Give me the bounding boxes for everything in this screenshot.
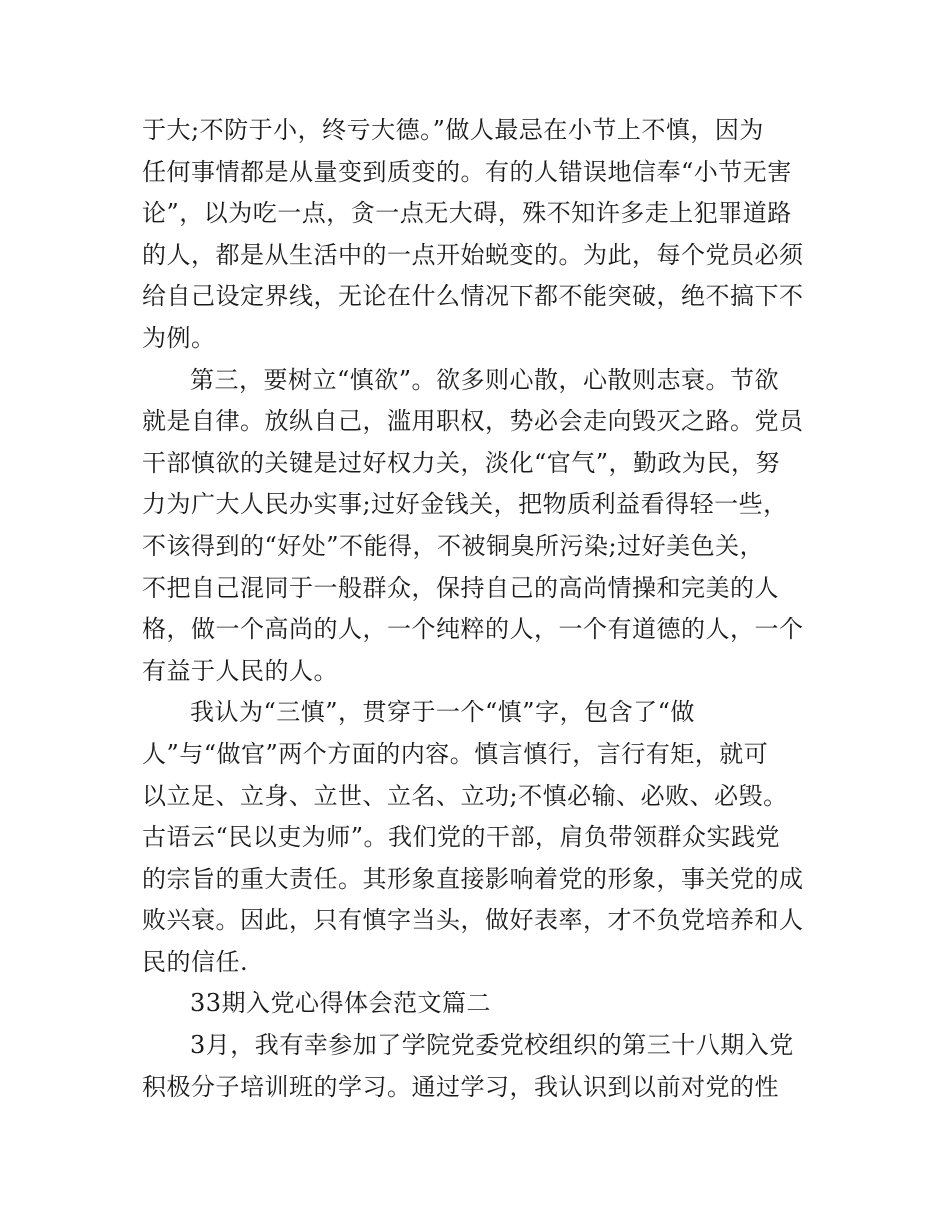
text-line: 民的信任.	[142, 947, 249, 976]
text-line: 的人，都是从生活中的一点开始蜕变的。为此，每个党员必须	[142, 240, 804, 269]
text-line: 33期入党心得体会范文篇二	[190, 989, 492, 1018]
text-line: 人”与“做官”两个方面的内容。慎言慎行，言行有矩，就可	[142, 739, 769, 768]
text-line: 任何事情都是从量变到质变的。有的人错误地信奉“小节无害	[142, 157, 792, 186]
text-line: 格，做一个高尚的人，一个纯粹的人，一个有道德的人，一个	[142, 615, 804, 644]
text-line: 第三，要树立“慎欲”。欲多则心散，心散则志衰。节欲	[190, 365, 780, 394]
text-line: 不该得到的“好处”不能得，不被铜臭所污染;过好美色关，	[142, 531, 765, 560]
text-line: 力为广大人民办实事;过好金钱关，把物质利益看得轻一些，	[142, 490, 788, 519]
text-line: 败兴衰。因此，只有慎字当头，做好表率，才不负党培养和人	[142, 906, 804, 935]
text-line: 干部慎欲的关键是过好权力关，淡化“官气”，勤政为民，努	[142, 448, 781, 477]
text-line: 就是自律。放纵自己，滥用职权，势必会走向毁灭之路。党员	[142, 407, 804, 436]
text-line: 积极分子培训班的学习。通过学习，我认识到以前对党的性	[142, 1072, 779, 1101]
text-line: 不把自己混同于一般群众，保持自己的高尚情操和完美的人	[142, 573, 779, 602]
text-line: 3月，我有幸参加了学院党委党校组织的第三十八期入党	[190, 1031, 794, 1060]
text-line: 论”，以为吃一点，贪一点无大碍，殊不知许多走上犯罪道路	[142, 199, 792, 228]
text-line: 古语云“民以吏为师”。我们党的干部，肩负带领群众实践党	[142, 823, 781, 852]
text-line: 给自己设定界线，无论在什么情况下都不能突破，绝不搞下不	[142, 282, 804, 311]
text-line: 有益于人民的人。	[142, 656, 338, 685]
text-line: 于大;不防于小，终亏大德。”做人最忌在小节上不慎，因为	[142, 116, 764, 144]
document-body	[142, 110, 822, 1108]
text-line: 我认为“三慎”，贯穿于一个“慎”字，包含了“做	[190, 698, 695, 727]
text-line: 以立足、立身、立世、立名、立功;不慎必输、必败、必毁。	[142, 781, 788, 810]
text-line: 的宗旨的重大责任。其形象直接影响着党的形象，事关党的成	[142, 864, 804, 893]
text-line: 为例。	[142, 323, 216, 352]
